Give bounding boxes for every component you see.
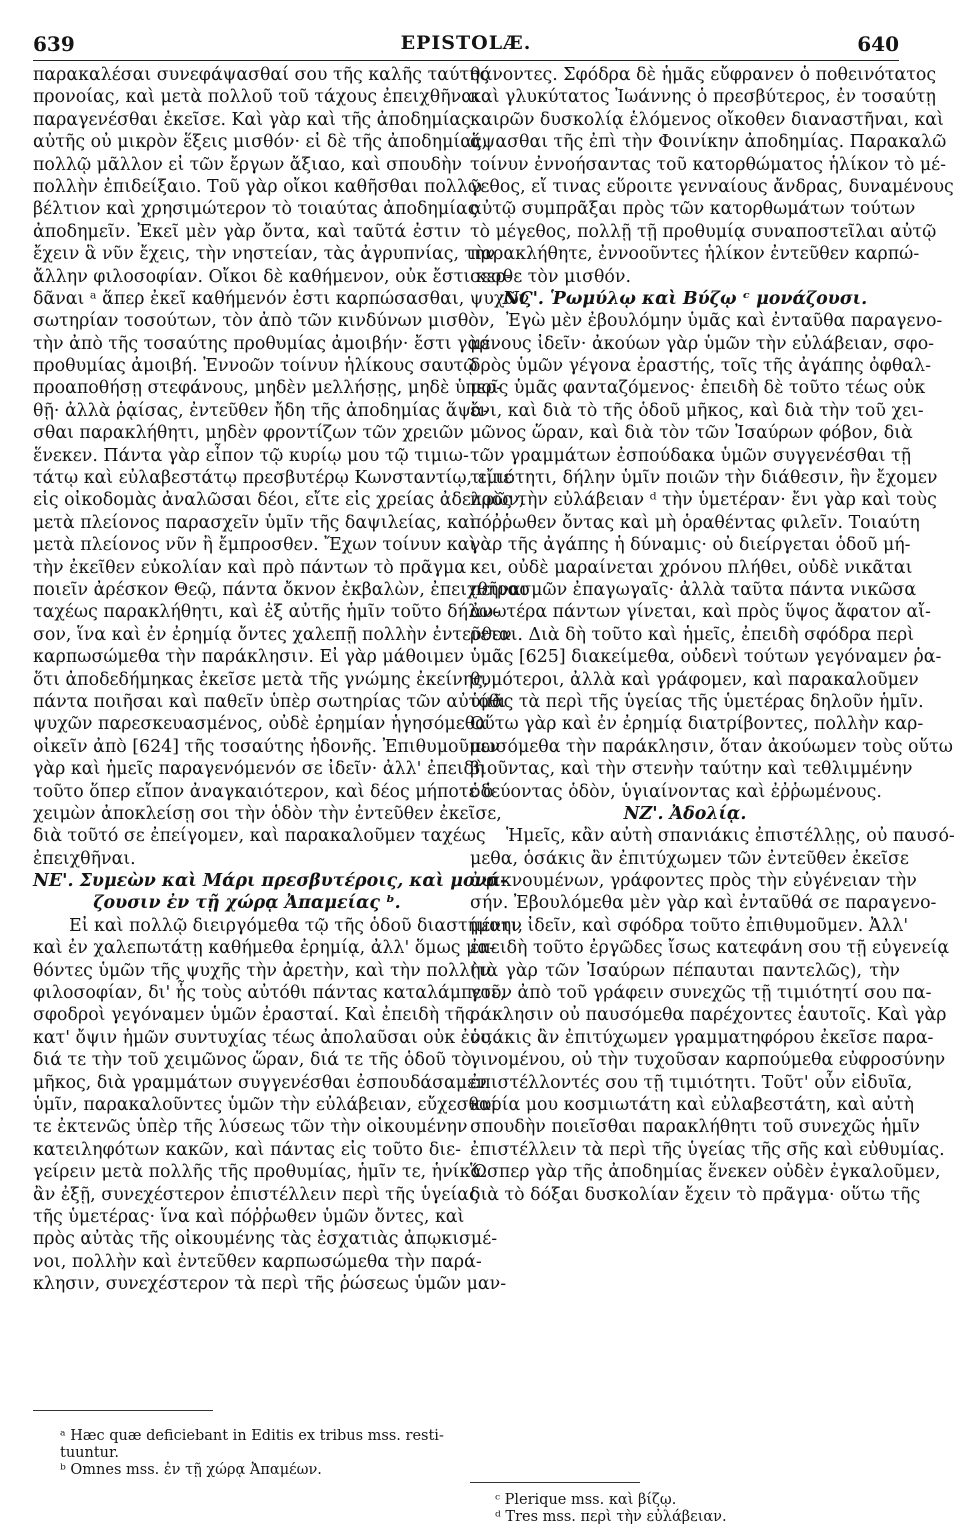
text-line: τὴν ἀπὸ τῆς τοσαύτης προθυμίας ἀμοιβήν· ἔστι γὰρ	[33, 333, 490, 354]
text-line: ἐπειδὴ τοῦτο ἐργῶδες ἴσως κατεφάνη σου τῇ εὐγενείᾳ	[470, 938, 950, 959]
text-line: καὶ ἐν χαλεπωτάτῃ καθήμεθα ἐρημίᾳ, ἀλλ' ὅμως μα-	[33, 938, 495, 959]
text-line: γὰρ καὶ ἡμεῖς παραγενόμενόν σε ἰδεῖν· ἀλλ' ἐπειδὴ	[33, 759, 485, 780]
text-line: σθαι παρακλήθητι, μηδὲν φροντίζων τῶν χρειῶν	[33, 423, 464, 444]
text-line: κατειληφότων κακῶν, καὶ πάντας εἰς τοῦτο διε-	[33, 1139, 461, 1160]
text-line: κυρία μου κοσμιωτάτη καὶ εὐλαβεστάτη, καὶ αὐτὴ	[470, 1094, 915, 1115]
text-line: ἀφικνουμένων, γράφοντες πρὸς τὴν εὐγένειαν τὴν	[470, 871, 917, 892]
text-line: θυμότεροι, ἀλλὰ καὶ γράφομεν, καὶ παρακαλοῦμεν	[470, 669, 919, 690]
text-line: βέλτιον καὶ χρησιμώτερον τὸ τοιαύτας ἀποδημίας	[33, 199, 478, 220]
left-page-number: 639	[33, 32, 75, 56]
text-line: κατ' ὄψιν ἡμῶν συντυχίας τέως ἀπολαῦσαι οὐκ ἐνι,	[33, 1027, 493, 1048]
footnote-rule-left	[33, 1410, 213, 1411]
right-page-number: 640	[857, 32, 899, 56]
text-line: φιλοσοφίαν, δι' ἧς τοὺς αὐτόθι πάντας καταλάμπετε,	[33, 983, 506, 1004]
text-line: ὑμῖν, παρακαλοῦντες ὑμῶν τὴν εὐλάβειαν, εὔχεσθαί	[33, 1094, 498, 1115]
text-line: ἔνι, καὶ διὰ τὸ τῆς ὁδοῦ μῆκος, καὶ διὰ τὴν τοῦ χει-	[470, 400, 924, 421]
text-line: ταχέως παρακλήθητι, καὶ ἐξ αὐτῆς ἡμῖν τοῦτο δήλω-	[33, 602, 500, 623]
text-line: σήν. Ἐβουλόμεθα μὲν γὰρ καὶ ἐνταῦθά σε παραγενο-	[470, 893, 937, 914]
text-line: παρακαλέσαι συνεφάψασθαί σου τῆς καλῆς ταύτης	[33, 65, 490, 85]
text-line: μεθα, ὁσάκις ἂν ἐπιτύχωμεν τῶν ἐντεῦθεν ἐκεῖσε	[470, 848, 909, 869]
text-line: πόῤῥωθεν ὄντας καὶ μὴ ὁραθέντας φιλεῖν. Τοιαύτη	[470, 512, 920, 533]
text-line: ἀποδημεῖν. Ἐκεῖ μὲν γὰρ ὄντα, καὶ ταῦτά ἐστιν	[33, 221, 461, 242]
footnote-line: ᶜ Plerique mss. καὶ βίζῳ.	[495, 1492, 677, 1508]
footnote-line: ᵃ Hæc quæ deficiebant in Editis ex tribus mss. resti-	[60, 1428, 444, 1444]
text-line: προθυμίας ἀμοιβή. Ἐννοῶν τοίνυν ἡλίκους σαυτῷ	[33, 356, 478, 377]
text-line: ράκλησιν οὐ παυσόμεθα παρέχοντες ἑαυτοῖς. Καὶ γὰρ	[470, 1005, 947, 1026]
text-line: μένους ἰδεῖν· ἀκούων γὰρ ὑμῶν τὴν εὐλάβειαν, σφο-	[470, 333, 935, 354]
text-line: νοι, πολλὴν καὶ ἐντεῦθεν καρπωσώμεθα τὴν παρά-	[33, 1251, 482, 1272]
text-line: ἂν ἐξῇ, συνεχέστερον ἐπιστέλλειν περὶ τῆς ὑγείας	[33, 1184, 479, 1205]
right-text-column	[470, 64, 955, 1206]
text-line: γινομένου, οὐ τὴν τυχοῦσαν καρπούμεθα εὐφροσύνην	[470, 1050, 946, 1071]
text-line: τῆς ὑμετέρας· ἵνα καὶ πόῤῥωθεν ὑμῶν ὄντες, καὶ	[33, 1206, 465, 1227]
text-line: θάνοντες. Σφόδρα δὲ ἡμᾶς εὔφρανεν ὁ ποθεινότατος	[470, 65, 937, 85]
text-line: ἄλλην φιλοσοφίαν. Οἴκοι δὲ καθήμενον, οὐκ ἔστι κερ-	[33, 266, 512, 287]
letter-heading: ΝΕ'. Συμεὼν καὶ Μάρι πρεσβυτέροις, καὶ μονά-	[33, 871, 508, 892]
text-line: αὐτῆς οὐ μικρὸν ἕξεις μισθόν· εἰ δὲ τῆς ἀποδημίας,	[33, 132, 488, 153]
text-line: γεθος, εἴ τινας εὕροιτε γενναίους ἄνδρας, δυναμένους	[470, 176, 954, 197]
running-title: EPISTOLÆ.	[400, 32, 532, 54]
text-line: (τὰ γὰρ τῶν Ἰσαύρων πέπαυται παντελῶς), τὴν	[470, 960, 900, 981]
text-line: καρπωσώμεθα τὴν παράκλησιν. Εἰ γὰρ μάθοιμεν	[33, 647, 465, 668]
text-line: ἔχειν ἃ νῦν ἔχεις, τὴν νηστείαν, τὰς ἀγρυπνίας, τὴν	[33, 244, 496, 265]
letter-heading: ζουσιν ἐν τῇ χώρᾳ Ἀπαμείας ᵇ.	[93, 893, 401, 914]
text-line: πολλῷ μᾶλλον εἰ τῶν ἔργων ἄξιαο, καὶ σπουδὴν	[33, 154, 462, 175]
text-line: τὸ μέγεθος, πολλῇ τῇ προθυμίᾳ συναποστεῖλαι αὐτῷ	[470, 221, 937, 242]
text-line: Ἡμεῖς, κἂν αὐτὴ σπανιάκις ἐπιστέλλῃς, οὐ παυσό-	[506, 826, 955, 847]
text-line: ρεται. Διὰ δὴ τοῦτο καὶ ἡμεῖς, ἐπειδὴ σφόδρα περὶ	[470, 624, 915, 645]
text-line: οἰκεῖν ἀπὸ [624] τῆς τοσαύτης ἡδονῆς. Ἐπιθυμοῦμεν	[33, 736, 500, 757]
text-line: ἐπιστέλλειν τὰ περὶ τῆς ὑγείας τῆς σῆς καὶ εὐθυμίας.	[470, 1139, 945, 1160]
text-line: τάτῳ καὶ εὐλαβεστάτῳ πρεσβυτέρῳ Κωνσταντίῳ, εἴτε	[33, 468, 513, 489]
text-line: μένην ἰδεῖν, καὶ σφόδρα τοῦτο ἐπιθυμοῦμεν. Ἀλλ'	[470, 915, 909, 936]
text-line: θόντες ὑμῶν τῆς ψυχῆς τὴν ἀρετὴν, καὶ τὴν πολλὴν	[33, 960, 492, 981]
text-line: αὐτῷ συμπρᾶξαι πρὸς τῶν κατορθωμάτων τούτων	[470, 199, 916, 220]
text-line: εἰς οἰκοδομὰς ἀναλῶσαι δέοι, εἴτε εἰς χρείας ἀδελφῶν,	[33, 490, 525, 511]
text-line: σπουδὴν ποιεῖσθαι παρακλήθητι τοῦ συνεχῶς ἡμῖν	[470, 1117, 920, 1138]
text-line: καιρῶν δυσκολίᾳ ἑλόμενος οἴκοθεν διαναστῆναι, καὶ	[470, 109, 944, 130]
text-line: γὰρ τῆς ἀγάπης ἡ δύναμις· οὐ διείργεται ὁδοῦ μή-	[470, 535, 911, 556]
text-line: Εἰ καὶ πολλῷ διειργόμεθα τῷ τῆς ὁδοῦ διαστήματι,	[69, 915, 524, 936]
text-line: τοίνυν ἐννοήσαντας τοῦ κατορθώματος ἡλίκον τὸ μέ-	[470, 154, 947, 175]
text-line: διὰ τὸ δόξαι δυσκολίαν ἔχειν τὸ πρᾶγμα· οὕτω τῆς	[470, 1184, 921, 1205]
text-line: παραγενέσθαι ἐκεῖσε. Καὶ γὰρ καὶ τῆς ἀποδημίας	[33, 109, 471, 130]
text-line: τῶν γραμμάτων ἐσπούδακα ὑμῶν συγγενέσθαι τῇ	[470, 445, 911, 466]
footnote-line: ᵈ Tres mss. περὶ τὴν εὐλάβειαν.	[495, 1509, 727, 1525]
text-line: πρὸς τὴν εὐλάβειαν ᵈ τὴν ὑμετέραν· ἔνι γὰρ καὶ τοὺς	[470, 490, 937, 511]
text-line: δρὸς ὑμῶν γέγονα ἐραστής, τοῖς τῆς ἀγάπης ὀφθαλ-	[470, 356, 931, 377]
text-line: πειρασμῶν ἐπαγωγαῖς· ἀλλὰ ταῦτα πάντα νικῶσα	[470, 579, 917, 600]
letter-heading: ΝΖ'. Ἀδολίᾳ.	[623, 803, 747, 824]
text-line: ἅψασθαι τῆς ἐπὶ τὴν Φοινίκην ἀποδημίας. Παρακαλῶ	[470, 132, 947, 153]
footnotes-left	[60, 1428, 460, 1479]
text-line: Οὕτω γὰρ καὶ ἐν ἐρημίᾳ διατρίβοντες, πολλὴν καρ-	[470, 714, 924, 735]
text-line: τιμιότητι, δήλην ὑμῖν ποιῶν τὴν διάθεσιν, ἣν ἔχομεν	[470, 468, 938, 489]
text-line: θῇ· ἀλλὰ ῥᾳίσας, ἐντεῦθεν ἤδη τῆς ἀποδημίας ἅψα-	[33, 400, 489, 421]
text-line: πολλὴν ἐπιδείξαιο. Τοῦ γὰρ οἴκοι καθῆσθαι πολλῷ	[33, 176, 483, 197]
text-line: γοῦν ἀπὸ τοῦ γράφειν συνεχῶς τῇ τιμιότητί σου πα-	[470, 983, 932, 1004]
text-line: σον, ἵνα καὶ ἐν ἐρημίᾳ ὄντες χαλεπῇ πολλὴν ἐντεῦθεν	[33, 624, 512, 645]
text-line: ἕνεκεν. Πάντα γὰρ εἶπον τῷ κυρίῳ μου τῷ τιμιω-	[33, 445, 469, 466]
text-line: ἐπιστέλλοντές σου τῇ τιμιότητι. Τοῦτ' οὖν εἰδυῖα,	[470, 1072, 913, 1093]
text-line: ἐπειχθῆναι.	[33, 848, 136, 869]
text-line: ὑμᾶς τὰ περὶ τῆς ὑγείας τῆς ὑμετέρας δηλοῦν ἡμῖν.	[470, 691, 924, 712]
footnotes-right	[495, 1492, 895, 1526]
left-text-column	[33, 64, 530, 1295]
text-line: πρὸς αὐτὰς τῆς οἰκουμένης τὰς ἐσχατιὰς ἀπῳκισμέ-	[33, 1229, 498, 1250]
text-line: σωτηρίαν τοσούτων, τὸν ἀπὸ τῶν κινδύνων μισθὸν,	[33, 311, 495, 332]
text-line: προαποθήσῃ στεφάνους, μηδὲν μελλήσῃς, μηδὲ ὑπερ-	[33, 378, 502, 399]
text-line: τοῦτο ὅπερ εἴπον ἀναγκαιότερον, καὶ δέος μήποτε ὁ	[33, 781, 494, 802]
text-line: Ἐγὼ μὲν ἐβουλόμην ὑμᾶς καὶ ἐνταῦθα παραγενο-	[506, 311, 943, 332]
text-line: κλησιν, συνεχέστερον τὰ περὶ τῆς ῥώσεως ὑμῶν μαν-	[33, 1274, 507, 1295]
text-line: γείρειν μετὰ πολλῆς τῆς προθυμίας, ἡμῖν τε, ἡνίκα	[33, 1162, 483, 1183]
footnote-line: tuuntur.	[60, 1445, 119, 1461]
text-line: διὰ τοῦτό σε ἐπείγομεν, καὶ παρακαλοῦμεν ταχέως	[33, 826, 486, 847]
text-line: τὴν ἐκεῖθεν εὐκολίαν καὶ πρὸ πάντων τὸ πρᾶγμα	[33, 557, 467, 578]
text-line: παρακλήθητε, ἐννοοῦντες ἡλίκον ἐντεῦθεν καρπώ-	[470, 244, 920, 265]
page-header	[33, 32, 899, 61]
text-line: προνοίας, καὶ μετὰ πολλοῦ τοῦ τάχους ἐπειχθῆναι	[33, 87, 480, 108]
text-line: μετὰ πλείονος νῦν ἢ ἔμπροσθεν. Ἔχων τοίνυν καὶ	[33, 535, 477, 556]
text-line: δᾶναι ᵃ ἅπερ ἐκεῖ καθήμενόν ἐστι καρπώσασθαι, ψυχῶν	[33, 288, 530, 309]
text-line: Ὥσπερ γὰρ τῆς ἀποδημίας ἕνεκεν οὐδὲν ἐγκαλοῦμεν,	[470, 1162, 941, 1183]
text-line: ποιεῖν ἀρέσκον Θεῷ, πάντα ὄκνον ἐκβαλὼν, ἐπειχθῆναι	[33, 579, 528, 600]
text-line: χειμὼν ἀποκλείσῃ σοι τὴν ὁδὸν τὴν ἐντεῦθεν ἐκεῖσε,	[33, 803, 502, 824]
text-line: μῶνος ὥραν, καὶ διὰ τὸν τῶν Ἰσαύρων φόβον, διὰ	[470, 423, 913, 444]
text-line: ψυχῶν παρεσκευασμένος, οὐδὲ ἐρημίαν ἡγησόμεθα	[33, 714, 487, 735]
text-line: ἀνωτέρα πάντων γίνεται, καὶ πρὸς ὕψος ἄφατον αἴ-	[470, 602, 931, 623]
text-line: μοῖς ὑμᾶς φανταζόμενος· ἐπειδὴ δὲ τοῦτο τέως οὐκ	[470, 378, 926, 399]
text-line: πάντα ποιῆσαι καὶ παθεῖν ὑπὲρ σωτηρίας τῶν αὐτόθι	[33, 691, 507, 712]
text-line: καὶ γλυκύτατος Ἰωάννης ὁ πρεσβύτερος, ἐν τοσαύτῃ	[470, 87, 936, 108]
text-line: ὑμᾶς [625] διακείμεθα, οὐδενὶ τούτων γεγόναμεν ῥα-	[470, 647, 942, 668]
text-line: ὁσάκις ἂν ἐπιτύχωμεν γραμματηφόρου ἐκεῖσε παρα-	[470, 1027, 934, 1048]
text-line: βιοῦντας, καὶ τὴν στενὴν ταύτην καὶ τεθλιμμένην	[470, 759, 913, 780]
text-line: μετὰ πλείονος παρασχεῖν ὑμῖν τῆς δαψιλείας, καὶ	[33, 512, 477, 533]
text-line: ὅτι ἀποδεδήμηκας ἐκεῖσε μετὰ τῆς γνώμης ἐκείνης,	[33, 669, 489, 690]
text-line: μῆκος, διὰ γραμμάτων συγγενέσθαι ἐσπουδάσαμεν	[33, 1072, 487, 1093]
text-line: σεσθε τὸν μισθόν.	[470, 266, 631, 287]
text-line: διά τε τὴν τοῦ χειμῶνος ὥραν, διά τε τῆς ὁδοῦ τὸ	[33, 1050, 472, 1071]
footnote-rule-right	[470, 1482, 640, 1483]
text-line: κει, οὐδὲ μαραίνεται χρόνου πλήθει, οὐδὲ νικᾶται	[470, 557, 913, 578]
footnote-line: ᵇ Omnes mss. ἐν τῇ χώρᾳ Ἀπαμέων.	[60, 1462, 322, 1478]
text-line: ὁδεύοντας ὁδὸν, ὑγιαίνοντας καὶ ἐῤῥωμένους.	[470, 781, 882, 802]
text-line: τε ἐκτενῶς ὑπὲρ τῆς λύσεως τῶν τὴν οἰκουμένην	[33, 1117, 468, 1138]
letter-heading: ΝϚ'. Ῥωμύλῳ καὶ Βύζῳ ᶜ μονάζουσι.	[502, 288, 868, 309]
text-line: σφοδροὶ γεγόναμεν ὑμῶν ἐρασταί. Καὶ ἐπειδὴ τῆς	[33, 1005, 475, 1026]
text-line: πωσόμεθα τὴν παράκλησιν, ὅταν ἀκούωμεν τοὺς οὕτω	[470, 736, 953, 757]
